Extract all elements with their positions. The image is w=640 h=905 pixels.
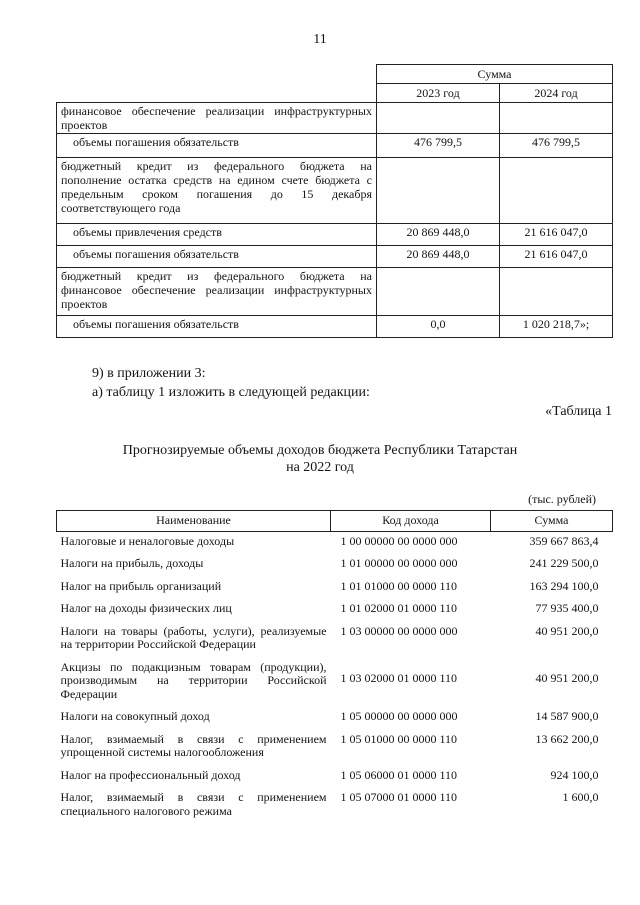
row-label: объемы погашения обязательств — [57, 246, 377, 268]
item-9-text: 9) в приложении 3: — [92, 366, 206, 381]
table-header-row — [57, 65, 613, 84]
table-row — [57, 158, 613, 224]
row-value-2023: 20 869 448,0 — [377, 224, 500, 246]
table-row — [57, 268, 613, 316]
revenue-code: 1 00 00000 00 0000 000 — [340, 533, 458, 548]
revenue-sum: 241 229 500,0 — [529, 556, 599, 570]
table-row — [57, 554, 613, 577]
revenue-name: Налог, взимаемый в связи с применением специального налогового режима — [60, 790, 327, 818]
revenue-name: Налоги на товары (работы, услуги), реализуемые на территории Российской Федерации — [60, 623, 327, 651]
revenue-name: Акцизы по подакцизным товарам (продукции), производимым на территории Российской Федерации — [60, 659, 327, 701]
header-name: Наименование — [57, 511, 331, 532]
table-row — [57, 622, 613, 658]
row-value-2024: 476 799,5 — [500, 134, 613, 158]
revenue-name: Налог, взимаемый в связи с применением упрощенной системы налогообложения — [60, 731, 327, 759]
table-row — [57, 730, 613, 766]
item-a-text: а) таблицу 1 изложить в следующей редакции: — [92, 385, 370, 400]
header-2024: 2024 год — [500, 84, 613, 103]
revenue-name: Налог на доходы физических лиц — [60, 601, 232, 615]
revenue-code: 1 03 02000 01 0000 110 — [340, 670, 458, 685]
table-row — [57, 766, 613, 789]
table-row — [57, 577, 613, 600]
page-number: 11 — [313, 32, 327, 47]
table-row — [57, 599, 613, 622]
table-row — [57, 246, 613, 268]
revenue-code: 1 05 00000 00 0000 000 — [340, 709, 458, 723]
row-label: бюджетный кредит из федерального бюджета на финансовое обеспечение реализации инфраструктурных проектов — [57, 268, 377, 316]
revenue-code: 1 01 01000 00 0000 110 — [340, 578, 458, 593]
revenue-code: 1 05 07000 01 0000 110 — [340, 790, 458, 804]
title-line-2: на 2022 год — [286, 460, 354, 475]
revenue-code: 1 01 02000 01 0000 110 — [340, 601, 458, 615]
row-label: объемы погашения обязательств — [57, 134, 377, 158]
table-row — [57, 707, 613, 730]
table-row — [57, 134, 613, 158]
revenue-name: Налоговые и неналоговые доходы — [60, 533, 235, 548]
revenue-name: Налог на профессиональный доход — [60, 767, 241, 782]
revenue-sum: 40 951 200,0 — [535, 623, 599, 638]
revenue-code: 1 05 06000 01 0000 110 — [340, 767, 458, 782]
revenue-code: 1 05 01000 00 0000 110 — [340, 731, 458, 746]
row-value-2023 — [377, 103, 500, 134]
title-line-1: Прогнозируемые объемы доходов бюджета Республики Татарстан — [122, 443, 518, 458]
revenue-sum: 13 662 200,0 — [535, 731, 599, 746]
row-value-2024 — [500, 103, 613, 134]
revenue-sum: 924 100,0 — [550, 767, 599, 782]
header-sum: Сумма — [491, 511, 613, 532]
table-row — [57, 103, 613, 134]
table-row — [57, 658, 613, 708]
row-label: объемы погашения обязательств — [57, 316, 377, 338]
borrowings-table — [56, 64, 613, 338]
revenue-sum: 1 600,0 — [562, 790, 599, 804]
row-value-2023 — [377, 158, 500, 224]
header-code: Код дохода — [331, 511, 491, 532]
row-value-2024: 1 020 218,7»; — [500, 316, 613, 338]
table-row — [57, 316, 613, 338]
row-value-2023: 0,0 — [377, 316, 500, 338]
revenue-name: Налоги на прибыль, доходы — [60, 556, 204, 570]
row-value-2024 — [500, 268, 613, 316]
row-value-2024: 21 616 047,0 — [500, 224, 613, 246]
revenue-sum: 14 587 900,0 — [535, 709, 599, 723]
row-label: финансовое обеспечение реализации инфраструктурных проектов — [57, 103, 377, 134]
revenue-sum: 40 951 200,0 — [535, 670, 599, 685]
header-sum: Сумма — [377, 65, 613, 84]
row-value-2023: 476 799,5 — [377, 134, 500, 158]
table-row — [57, 788, 613, 824]
revenue-code: 1 03 00000 00 0000 000 — [340, 623, 458, 638]
table-reference: «Таблица 1 — [545, 404, 612, 419]
row-value-2023 — [377, 268, 500, 316]
table-header-row — [57, 511, 613, 532]
units-label: (тыс. рублей) — [528, 492, 596, 506]
revenue-name: Налог на прибыль организаций — [60, 578, 222, 593]
row-label: бюджетный кредит из федерального бюджета на пополнение остатка средств на едином счете бюджета с предельным сроком погашения до 15 декабря соответствующего года — [57, 158, 377, 224]
revenue-sum: 163 294 100,0 — [529, 578, 599, 593]
revenue-table — [56, 510, 613, 824]
header-blank-cell — [57, 65, 377, 103]
row-value-2024: 21 616 047,0 — [500, 246, 613, 268]
revenue-name: Налоги на совокупный доход — [60, 709, 210, 723]
revenue-code: 1 01 00000 00 0000 000 — [340, 556, 458, 570]
document-title — [0, 442, 640, 476]
table-row — [57, 531, 613, 554]
revenue-sum: 359 667 863,4 — [529, 533, 599, 548]
revenue-sum: 77 935 400,0 — [535, 601, 599, 615]
row-value-2024 — [500, 158, 613, 224]
table-row — [57, 224, 613, 246]
row-value-2023: 20 869 448,0 — [377, 246, 500, 268]
row-label: объемы привлечения средств — [57, 224, 377, 246]
header-2023: 2023 год — [377, 84, 500, 103]
